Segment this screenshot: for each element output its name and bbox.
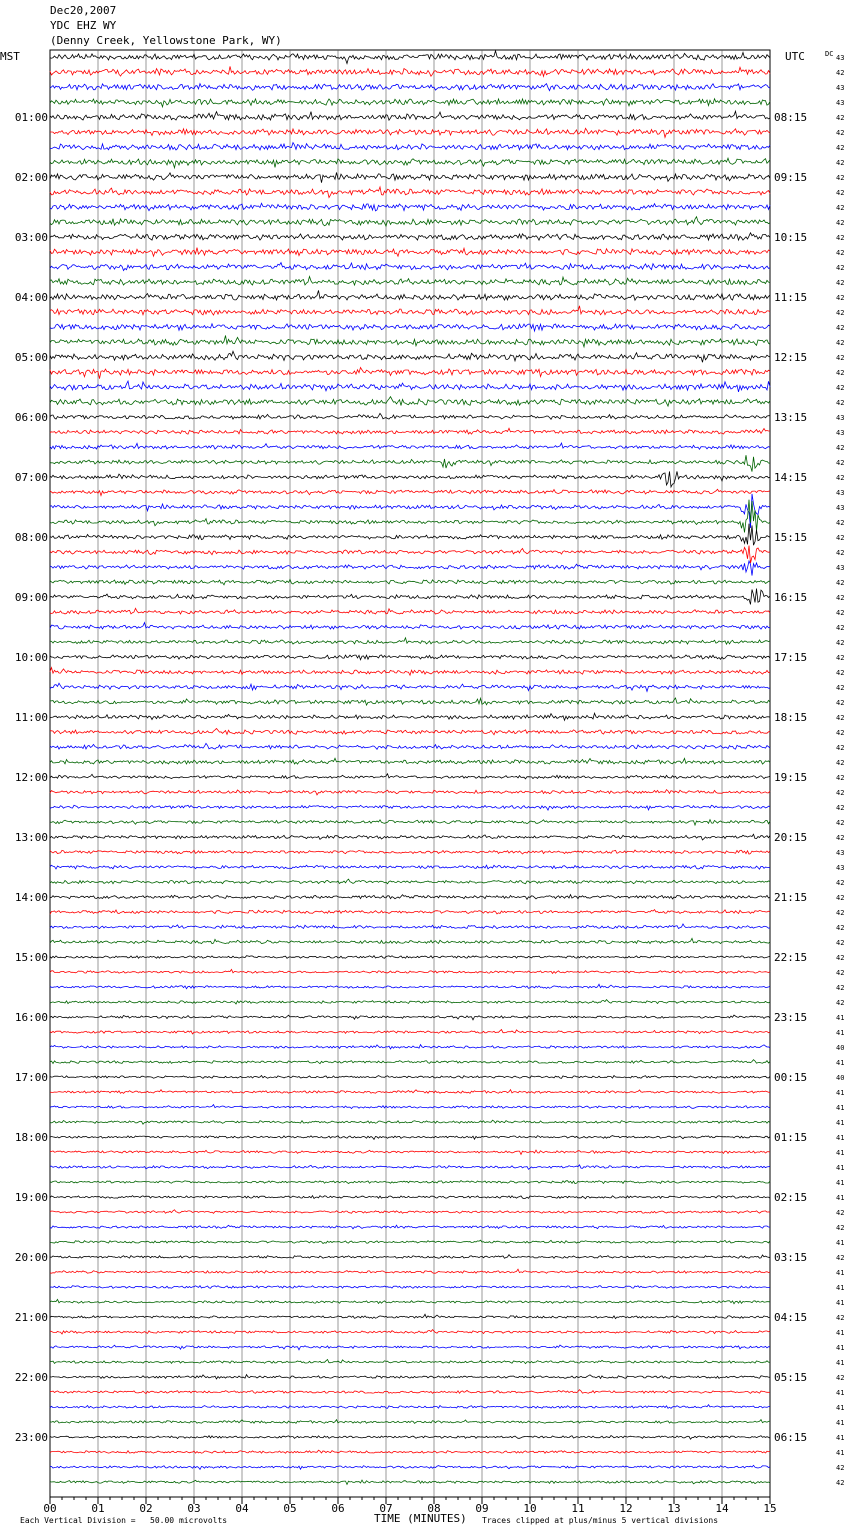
trace-row bbox=[50, 1345, 770, 1350]
left-hour-label: 23:00 bbox=[14, 1431, 48, 1444]
row-side-value: 43 bbox=[836, 849, 845, 857]
row-side-value: 42 bbox=[836, 519, 845, 527]
trace-row bbox=[50, 1286, 770, 1289]
right-hour-label: 16:15 bbox=[774, 591, 808, 604]
trace-row bbox=[50, 187, 770, 198]
trace-row bbox=[50, 66, 770, 76]
trace-row bbox=[50, 324, 770, 331]
trace-row bbox=[50, 589, 770, 605]
right-hour-label: 00:15 bbox=[774, 1071, 808, 1084]
row-side-value: 42 bbox=[836, 129, 845, 137]
x-tick-label: 07 bbox=[379, 1502, 393, 1515]
corner-label: DC bbox=[825, 50, 834, 58]
trace-row bbox=[50, 1165, 770, 1169]
trace-row bbox=[50, 1181, 770, 1184]
trace-row bbox=[50, 233, 770, 240]
row-side-value: 42 bbox=[836, 1254, 845, 1262]
row-side-value: 41 bbox=[836, 1164, 845, 1172]
row-side-value: 42 bbox=[836, 714, 845, 722]
trace-row bbox=[50, 173, 770, 183]
trace-row bbox=[50, 455, 770, 471]
row-side-value: 42 bbox=[836, 834, 845, 842]
row-side-value: 42 bbox=[836, 189, 845, 197]
right-hour-label: 10:15 bbox=[774, 231, 808, 244]
x-axis-title: TIME (MINUTES) bbox=[374, 1512, 467, 1525]
trace-row bbox=[50, 1150, 770, 1154]
row-side-value: 42 bbox=[836, 324, 845, 332]
trace-row bbox=[50, 1015, 770, 1020]
trace-row bbox=[50, 623, 770, 630]
x-tick-label: 00 bbox=[43, 1502, 57, 1515]
trace-row bbox=[50, 1030, 770, 1034]
row-side-value: 42 bbox=[836, 474, 845, 482]
trace-row bbox=[50, 698, 770, 705]
trace-row bbox=[50, 683, 770, 691]
row-side-value: 42 bbox=[836, 369, 845, 377]
row-side-value: 42 bbox=[836, 729, 845, 737]
row-side-value: 42 bbox=[836, 204, 845, 212]
row-side-value: 42 bbox=[836, 294, 845, 302]
row-side-value: 42 bbox=[836, 534, 845, 542]
right-hour-label: 21:15 bbox=[774, 891, 808, 904]
trace-row bbox=[50, 471, 770, 487]
row-side-value: 40 bbox=[836, 1074, 845, 1082]
x-tick-label: 11 bbox=[571, 1502, 585, 1515]
trace-row bbox=[50, 1076, 770, 1079]
row-side-value: 42 bbox=[836, 309, 845, 317]
right-hour-label: 05:15 bbox=[774, 1371, 808, 1384]
right-hour-label: 08:15 bbox=[774, 111, 808, 124]
row-side-value: 42 bbox=[836, 399, 845, 407]
trace-row bbox=[50, 1405, 770, 1409]
row-side-value: 42 bbox=[836, 159, 845, 167]
left-hour-label: 17:00 bbox=[14, 1071, 48, 1084]
row-side-value: 41 bbox=[836, 1029, 845, 1037]
trace-row bbox=[50, 381, 770, 392]
left-hour-label: 19:00 bbox=[14, 1191, 48, 1204]
trace-row bbox=[50, 834, 770, 840]
left-hour-label: 07:00 bbox=[14, 471, 48, 484]
left-hour-label: 05:00 bbox=[14, 351, 48, 364]
row-side-value: 42 bbox=[836, 879, 845, 887]
row-side-value: 41 bbox=[836, 1419, 845, 1427]
left-hour-label: 15:00 bbox=[14, 951, 48, 964]
trace-row bbox=[50, 306, 770, 315]
row-side-value: 41 bbox=[836, 1194, 845, 1202]
row-side-value: 41 bbox=[836, 1179, 845, 1187]
row-side-value: 42 bbox=[836, 624, 845, 632]
row-side-value: 42 bbox=[836, 339, 845, 347]
x-tick-label: 05 bbox=[283, 1502, 297, 1515]
row-side-value: 41 bbox=[836, 1434, 845, 1442]
left-hour-label: 16:00 bbox=[14, 1011, 48, 1024]
row-side-value: 42 bbox=[836, 669, 845, 677]
trace-row bbox=[50, 1360, 770, 1364]
trace-row bbox=[50, 1480, 770, 1484]
x-tick-label: 08 bbox=[427, 1502, 441, 1515]
trace-row bbox=[50, 158, 770, 168]
trace-row bbox=[50, 608, 770, 614]
row-side-value: 43 bbox=[836, 54, 845, 62]
trace-row bbox=[50, 51, 770, 64]
x-tick-label: 13 bbox=[667, 1502, 681, 1515]
row-side-value: 42 bbox=[836, 924, 845, 932]
row-side-value: 42 bbox=[836, 1224, 845, 1232]
trace-row bbox=[50, 1330, 770, 1334]
row-side-value: 41 bbox=[836, 1059, 845, 1067]
left-hour-label: 04:00 bbox=[14, 291, 48, 304]
trace-row bbox=[50, 1240, 770, 1243]
trace-row bbox=[50, 758, 770, 764]
row-side-value: 43 bbox=[836, 84, 845, 92]
trace-row bbox=[50, 1225, 770, 1229]
left-hour-label: 21:00 bbox=[14, 1311, 48, 1324]
trace-row bbox=[50, 1436, 770, 1440]
plot-date: Dec20,2007 bbox=[50, 4, 117, 17]
trace-row bbox=[50, 351, 770, 362]
row-side-value: 42 bbox=[836, 939, 845, 947]
right-hour-label: 12:15 bbox=[774, 351, 808, 364]
x-tick-label: 02 bbox=[139, 1502, 153, 1515]
trace-row bbox=[50, 850, 770, 854]
row-side-value: 43 bbox=[836, 864, 845, 872]
row-side-value: 42 bbox=[836, 384, 845, 392]
right-hour-label: 13:15 bbox=[774, 411, 808, 424]
trace-row bbox=[50, 713, 770, 720]
right-hour-label: 20:15 bbox=[774, 831, 808, 844]
trace-row bbox=[50, 1045, 770, 1049]
row-side-value: 43 bbox=[836, 99, 845, 107]
left-hour-label: 06:00 bbox=[14, 411, 48, 424]
trace-row bbox=[50, 413, 770, 419]
trace-row bbox=[50, 865, 770, 869]
trace-row bbox=[50, 290, 770, 300]
right-hour-label: 22:15 bbox=[774, 951, 808, 964]
row-side-value: 41 bbox=[836, 1089, 845, 1097]
station-location: (Denny Creek, Yellowstone Park, WY) bbox=[50, 34, 282, 47]
row-side-value: 42 bbox=[836, 444, 845, 452]
row-side-value: 42 bbox=[836, 984, 845, 992]
trace-row bbox=[50, 111, 770, 120]
row-side-value: 41 bbox=[836, 1329, 845, 1337]
right-hour-label: 11:15 bbox=[774, 291, 808, 304]
x-tick-label: 15 bbox=[763, 1502, 777, 1515]
row-side-value: 43 bbox=[836, 429, 845, 437]
row-side-value: 42 bbox=[836, 909, 845, 917]
trace-row bbox=[50, 879, 770, 884]
trace-row bbox=[50, 248, 770, 257]
x-tick-label: 12 bbox=[619, 1502, 633, 1515]
right-hour-label: 15:15 bbox=[774, 531, 808, 544]
row-side-value: 42 bbox=[836, 594, 845, 602]
row-side-value: 41 bbox=[836, 1104, 845, 1112]
trace-row bbox=[50, 1269, 770, 1273]
station-code: YDC EHZ WY bbox=[50, 19, 117, 32]
trace-row bbox=[50, 143, 770, 150]
left-hour-label: 11:00 bbox=[14, 711, 48, 724]
trace-row bbox=[50, 443, 770, 449]
trace-row bbox=[50, 1314, 770, 1318]
trace-row bbox=[50, 336, 770, 347]
right-hour-label: 01:15 bbox=[774, 1131, 808, 1144]
right-hour-label: 19:15 bbox=[774, 771, 808, 784]
row-side-value: 42 bbox=[836, 684, 845, 692]
right-hour-label: 17:15 bbox=[774, 651, 808, 664]
trace-row bbox=[50, 910, 770, 915]
left-hour-label: 13:00 bbox=[14, 831, 48, 844]
x-tick-label: 06 bbox=[331, 1502, 345, 1515]
trace-row bbox=[50, 428, 770, 434]
row-side-value: 42 bbox=[836, 1464, 845, 1472]
trace-row bbox=[50, 729, 770, 735]
left-hour-label: 18:00 bbox=[14, 1131, 48, 1144]
row-side-value: 41 bbox=[836, 1269, 845, 1277]
left-hour-label: 01:00 bbox=[14, 111, 48, 124]
row-side-value: 42 bbox=[836, 234, 845, 242]
trace-row bbox=[50, 1390, 770, 1394]
row-side-value: 42 bbox=[836, 999, 845, 1007]
left-hour-label: 22:00 bbox=[14, 1371, 48, 1384]
row-side-value: 40 bbox=[836, 1044, 845, 1052]
row-side-value: 42 bbox=[836, 1314, 845, 1322]
trace-row bbox=[50, 938, 770, 943]
trace-row bbox=[50, 1420, 770, 1424]
row-side-value: 42 bbox=[836, 1374, 845, 1382]
scale-note: Each Vertical Division = 50.00 microvolts bbox=[20, 1516, 228, 1525]
row-side-value: 42 bbox=[836, 279, 845, 287]
row-side-value: 42 bbox=[836, 264, 845, 272]
trace-row bbox=[50, 128, 770, 137]
trace-row bbox=[50, 1299, 770, 1303]
trace-row bbox=[50, 774, 770, 779]
row-side-value: 42 bbox=[836, 954, 845, 962]
left-hour-label: 10:00 bbox=[14, 651, 48, 664]
trace-row bbox=[50, 1196, 770, 1199]
right-hour-label: 03:15 bbox=[774, 1251, 808, 1264]
row-side-value: 41 bbox=[836, 1449, 845, 1457]
trace-row bbox=[50, 1255, 770, 1259]
x-tick-label: 14 bbox=[715, 1502, 729, 1515]
left-hour-label: 14:00 bbox=[14, 891, 48, 904]
right-hour-label: 23:15 bbox=[774, 1011, 808, 1024]
x-tick-label: 09 bbox=[475, 1502, 489, 1515]
trace-row bbox=[50, 561, 770, 576]
trace-row bbox=[50, 1375, 770, 1379]
row-side-value: 42 bbox=[836, 639, 845, 647]
row-side-value: 42 bbox=[836, 744, 845, 752]
right-hour-label: 06:15 bbox=[774, 1431, 808, 1444]
right-hour-label: 14:15 bbox=[774, 471, 808, 484]
row-side-value: 42 bbox=[836, 609, 845, 617]
trace-row bbox=[50, 790, 770, 795]
x-tick-label: 04 bbox=[235, 1502, 249, 1515]
trace-row bbox=[50, 489, 770, 495]
row-side-value: 42 bbox=[836, 354, 845, 362]
right-hour-label: 04:15 bbox=[774, 1311, 808, 1324]
trace-row bbox=[50, 500, 770, 533]
clip-note: Traces clipped at plus/minus 5 vertical divisions bbox=[482, 1516, 719, 1525]
trace-row bbox=[50, 217, 770, 226]
row-side-value: 43 bbox=[836, 564, 845, 572]
row-side-value: 42 bbox=[836, 579, 845, 587]
right-hour-label: 18:15 bbox=[774, 711, 808, 724]
trace-row bbox=[50, 1210, 770, 1214]
trace-row bbox=[50, 546, 770, 564]
trace-row bbox=[50, 1136, 770, 1140]
left-hour-label: 02:00 bbox=[14, 171, 48, 184]
row-side-value: 41 bbox=[836, 1149, 845, 1157]
trace-row bbox=[50, 805, 770, 810]
row-side-value: 42 bbox=[836, 789, 845, 797]
trace-row bbox=[50, 1465, 770, 1469]
row-side-value: 42 bbox=[836, 969, 845, 977]
trace-row bbox=[50, 984, 770, 988]
trace-row bbox=[50, 924, 770, 929]
trace-row bbox=[50, 1060, 770, 1064]
row-side-value: 43 bbox=[836, 504, 845, 512]
trace-row bbox=[50, 655, 770, 660]
trace-row bbox=[50, 494, 770, 528]
row-side-value: 42 bbox=[836, 1209, 845, 1217]
row-side-value: 42 bbox=[836, 114, 845, 122]
trace-row bbox=[50, 1000, 770, 1004]
row-side-value: 41 bbox=[836, 1134, 845, 1142]
row-side-value: 42 bbox=[836, 654, 845, 662]
right-hour-label: 02:15 bbox=[774, 1191, 808, 1204]
row-side-value: 42 bbox=[836, 774, 845, 782]
row-side-value: 42 bbox=[836, 759, 845, 767]
trace-row bbox=[50, 99, 770, 107]
left-hour-label: 12:00 bbox=[14, 771, 48, 784]
trace-row bbox=[50, 203, 770, 211]
row-side-value: 41 bbox=[836, 1389, 845, 1397]
trace-row bbox=[50, 1090, 770, 1094]
left-timezone-label: MST bbox=[0, 50, 20, 63]
trace-row bbox=[50, 956, 770, 959]
x-tick-label: 03 bbox=[187, 1502, 201, 1515]
row-side-value: 41 bbox=[836, 1014, 845, 1022]
trace-row bbox=[50, 524, 770, 546]
trace-row bbox=[50, 895, 770, 900]
trace-row bbox=[50, 969, 770, 973]
x-tick-label: 01 bbox=[91, 1502, 105, 1515]
row-side-value: 42 bbox=[836, 144, 845, 152]
left-hour-label: 08:00 bbox=[14, 531, 48, 544]
row-side-value: 41 bbox=[836, 1119, 845, 1127]
row-side-value: 42 bbox=[836, 174, 845, 182]
row-side-value: 42 bbox=[836, 69, 845, 77]
row-side-value: 43 bbox=[836, 414, 845, 422]
trace-row bbox=[50, 1105, 770, 1109]
row-side-value: 41 bbox=[836, 1404, 845, 1412]
x-tick-label: 10 bbox=[523, 1502, 537, 1515]
trace-row bbox=[50, 638, 770, 644]
row-side-value: 42 bbox=[836, 549, 845, 557]
trace-row bbox=[50, 277, 770, 286]
row-side-value: 42 bbox=[836, 699, 845, 707]
row-side-value: 41 bbox=[836, 1284, 845, 1292]
trace-row bbox=[50, 580, 770, 585]
trace-row bbox=[50, 368, 770, 379]
row-side-value: 42 bbox=[836, 819, 845, 827]
row-side-value: 41 bbox=[836, 1359, 845, 1367]
left-hour-label: 09:00 bbox=[14, 591, 48, 604]
row-side-value: 42 bbox=[836, 459, 845, 467]
trace-row bbox=[50, 1450, 770, 1453]
right-timezone-label: UTC bbox=[785, 50, 805, 63]
row-side-value: 41 bbox=[836, 1344, 845, 1352]
row-side-value: 42 bbox=[836, 1479, 845, 1487]
trace-row bbox=[50, 263, 770, 271]
trace-row bbox=[50, 397, 770, 406]
row-side-value: 43 bbox=[836, 489, 845, 497]
trace-row bbox=[50, 743, 770, 749]
row-side-value: 41 bbox=[836, 1299, 845, 1307]
trace-row bbox=[50, 820, 770, 826]
row-side-value: 42 bbox=[836, 219, 845, 227]
row-side-value: 42 bbox=[836, 804, 845, 812]
trace-row bbox=[50, 84, 770, 91]
left-hour-label: 20:00 bbox=[14, 1251, 48, 1264]
trace-row bbox=[50, 1120, 770, 1124]
trace-row bbox=[50, 668, 770, 676]
right-hour-label: 09:15 bbox=[774, 171, 808, 184]
row-side-value: 42 bbox=[836, 249, 845, 257]
row-side-value: 41 bbox=[836, 1239, 845, 1247]
left-hour-label: 03:00 bbox=[14, 231, 48, 244]
row-side-value: 42 bbox=[836, 894, 845, 902]
